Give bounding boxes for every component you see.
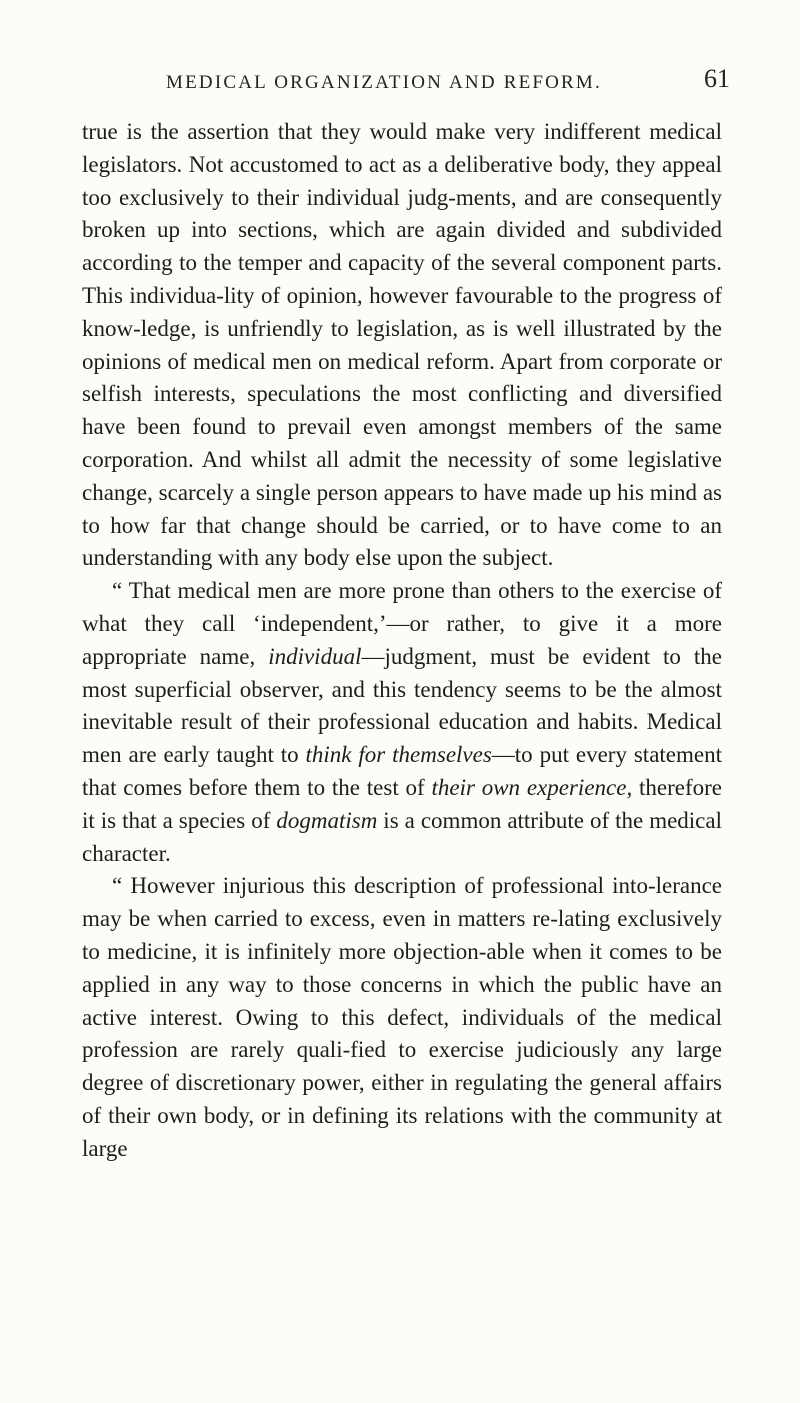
text-run: “ That medical men are more prone than others to the exercise of what they call ‘independent,’—or rather, to give it a more appropriate name,	[82, 578, 722, 669]
italic-text: individual	[268, 643, 362, 669]
italic-text: dogmatism	[276, 807, 378, 833]
text-run: , therefore it is that a species of	[82, 774, 722, 833]
page-number: 61	[704, 64, 730, 93]
text-run: —to put every statement that comes before them to the test of	[82, 742, 722, 800]
italic-text: think for themselves	[305, 742, 492, 768]
italic-text: their own experience	[431, 774, 627, 800]
paragraph-3	[82, 870, 722, 1165]
paragraph-1	[82, 116, 722, 575]
text-run: is a common attribute of the medical character.	[82, 807, 722, 866]
text-run: true is the assertion that they would make very indifferent medical legislators. Not accustomed to act as a deliberative body, they appeal too exclusively to their individual judg-ments, and are consequently broken up into sections, which are again divided and subdivided according to the temper and capacity of the several component parts. This individua-lity of opinion, however favourable to the progress of know-ledge, is unfriendly to legislation, as is well illustrated by the opinions of medical men on medical reform. Apart from corporate or selfish interests, speculations the most conflicting and diversified have been found to prevail even amongst members of the same corporation. And whilst all admit the necessity of some legislative change, scarcely a single person appears to have made up his mind as to how far that change should be carried, or to have come to an understanding with any body else upon the subject.	[82, 119, 722, 571]
text-run: —judgment, must be evident to the most superficial observer, and this tendency seems to be the almost inevitable result of their professional education and habits. Medical men are early taught to	[82, 643, 722, 768]
paragraph-2	[82, 575, 722, 870]
running-head	[0, 58, 800, 104]
body-text	[82, 116, 722, 1166]
running-title: MEDICAL ORGANIZATION AND REFORM.	[166, 72, 602, 93]
text-run: “ However injurious this description of professional into-lerance may be when carried to excess, even in matters re-lating exclusively to medicine, it is infinitely more objection-able when it comes to be applied in any way to those concerns in which the public have an active interest. Owing to this defect, individuals of the medical profession are rarely quali-fied to exercise judiciously any large degree of discretionary power, either in regulating the general affairs of their own body, or in defining its relations with the community at large	[82, 873, 722, 1161]
